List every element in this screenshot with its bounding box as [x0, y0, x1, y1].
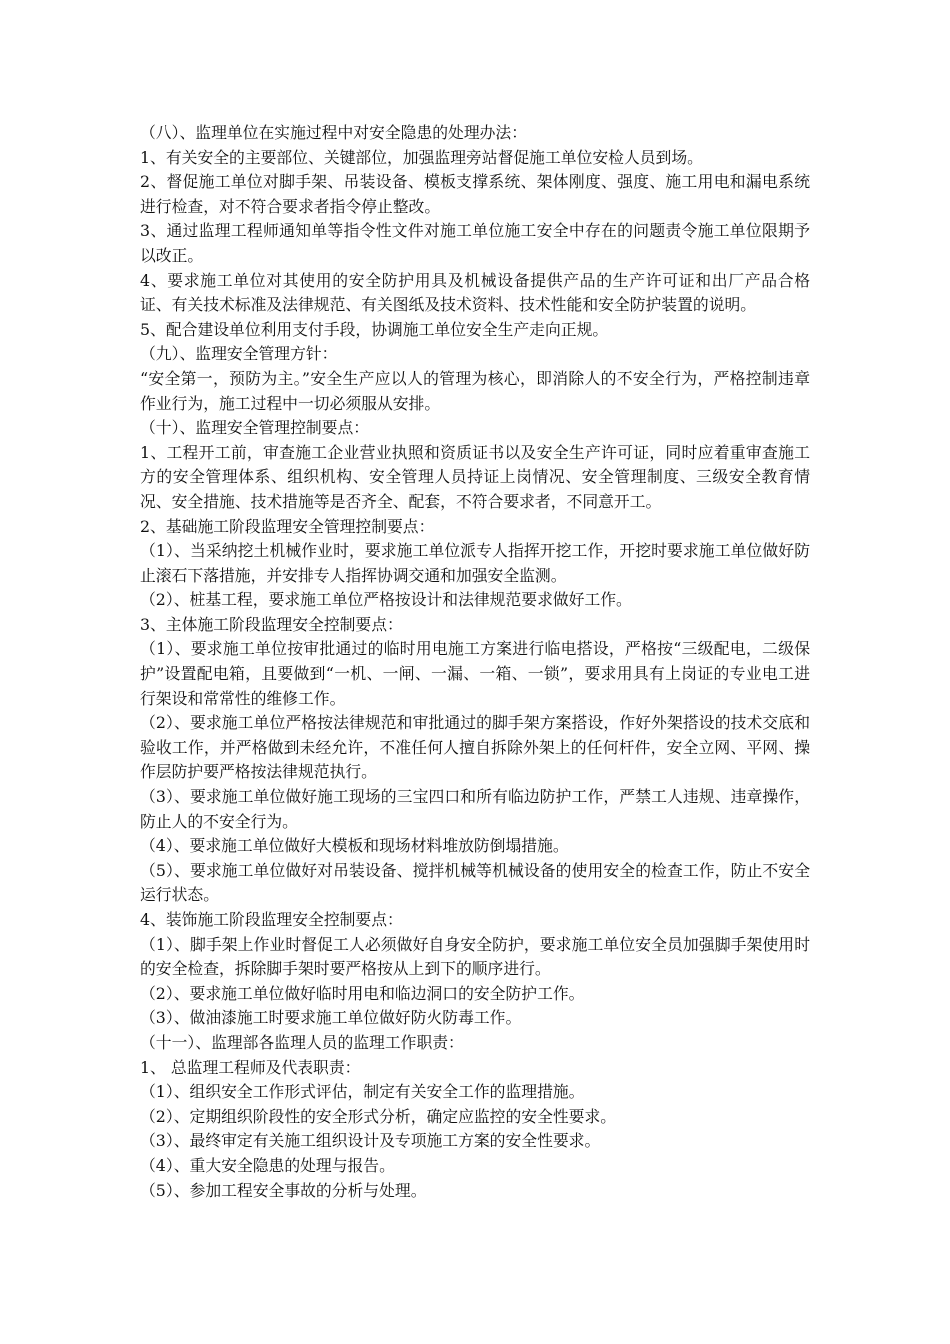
paragraph: （2）、桩基工程，要求施工单位严格按设计和法律规范要求做好工作。 [140, 590, 632, 610]
paragraph: （2）、要求施工单位做好临时用电和临边洞口的安全防护工作。 [140, 983, 585, 1003]
paragraph: 4、要求施工单位对其使用的安全防护用具及机械设备提供产品的生产许可证和出厂产品合格证、有关技术标准及法律规范、有关图纸及技术资料、技术性能和安全防护装置的说明。 [140, 270, 810, 315]
paragraph: （1）、脚手架上作业时督促工人必须做好自身安全防护，要求施工单位安全员加强脚手架使用时的安全检查，拆除脚手架时要严格按从上到下的顺序进行。 [140, 934, 810, 979]
section-heading-8: （八）、监理单位在实施过程中对安全隐患的处理办法： [140, 123, 528, 142]
paragraph: （4）、要求施工单位做好大模板和现场材料堆放防倒塌措施。 [140, 836, 569, 856]
paragraph: 1、 总监理工程师及代表职责： [140, 1057, 361, 1077]
paragraph: （1）、要求施工单位按审批通过的临时用电施工方案进行临电搭设，严格按“三级配电，二级保护”设置配电箱，且要做到“一机、一闸、一漏、一箱、一锁”，要求用具有上岗证的专业电工进行架设和常常性的维修工作。 [140, 639, 810, 708]
paragraph: 1、有关安全的主要部位、关键部位，加强监理旁站督促施工单位安检人员到场。 [140, 147, 703, 167]
paragraph: （2）、定期组织阶段性的安全形式分析，确定应监控的安全性要求。 [140, 1106, 617, 1126]
paragraph: （1）、组织安全工作形式评估，制定有关安全工作的监理措施。 [140, 1082, 585, 1102]
paragraph: “安全第一，预防为主。”安全生产应以人的管理为核心，即消除人的不安全行为，严格控制违章作业行为，施工过程中一切必须服从安排。 [140, 368, 810, 413]
paragraph: （5）、要求施工单位做好对吊装设备、搅拌机械等机械设备的使用安全的检查工作，防止不安全运行状态。 [140, 860, 810, 905]
paragraph: 2、基础施工阶段监理安全管理控制要点： [140, 516, 435, 536]
section-heading-10: （十）、监理安全管理控制要点： [140, 418, 370, 438]
paragraph: （4）、重大安全隐患的处理与报告。 [140, 1155, 395, 1175]
paragraph: 3、通过监理工程师通知单等指令性文件对施工单位施工安全中存在的问题责令施工单位限期予以改正。 [140, 221, 810, 265]
paragraph: （2）、要求施工单位严格按法律规范和审批通过的脚手架方案搭设，作好外架搭设的技术交底和验收工作，并严格做到未经允许，不准任何人擅自拆除外架上的任何杆件，安全立网、平网、操作层防护要严格按法律规范执行。 [140, 713, 810, 782]
section-heading-11: （十一）、监理部各监理人员的监理工作职责： [140, 1032, 464, 1052]
paragraph: （1）、当采纳挖土机械作业时，要求施工单位派专人指挥开挖工作，开挖时要求施工单位做好防止滚石下落措施，并安排专人指挥协调交通和加强安全监测。 [140, 541, 810, 585]
paragraph: （3）、最终审定有关施工组织设计及专项施工方案的安全性要求。 [140, 1131, 601, 1151]
section-heading-9: （九）、监理安全管理方针： [140, 344, 338, 364]
paragraph: 4、装饰施工阶段监理安全控制要点： [140, 910, 403, 929]
paragraph: （3）、要求施工单位做好施工现场的三宝四口和所有临边防护工作，严禁工人违规、违章操作，防止人的不安全行为。 [140, 787, 810, 831]
paragraph: 5、配合建设单位利用支付手段，协调施工单位安全生产走向正规。 [140, 319, 609, 339]
paragraph: （5）、参加工程安全事故的分析与处理。 [140, 1180, 427, 1200]
paragraph: 3、主体施工阶段监理安全控制要点： [140, 614, 403, 634]
paragraph: 1、工程开工前，审查施工企业营业执照和资质证书以及安全生产许可证，同时应着重审查施工方的安全管理体系、组织机构、安全管理人员持证上岗情况、安全管理制度、三级安全教育情况、安全措施、技术措施等是否齐全、配套，不符合要求者，不同意开工。 [140, 442, 810, 511]
paragraph: 2、督促施工单位对脚手架、吊装设备、模板支撑系统、架体刚度、强度、施工用电和漏电系统进行检查，对不符合要求者指令停止整改。 [140, 172, 810, 216]
paragraph: （3）、做油漆施工时要求施工单位做好防火防毒工作。 [140, 1008, 522, 1028]
document-body [140, 121, 810, 1203]
